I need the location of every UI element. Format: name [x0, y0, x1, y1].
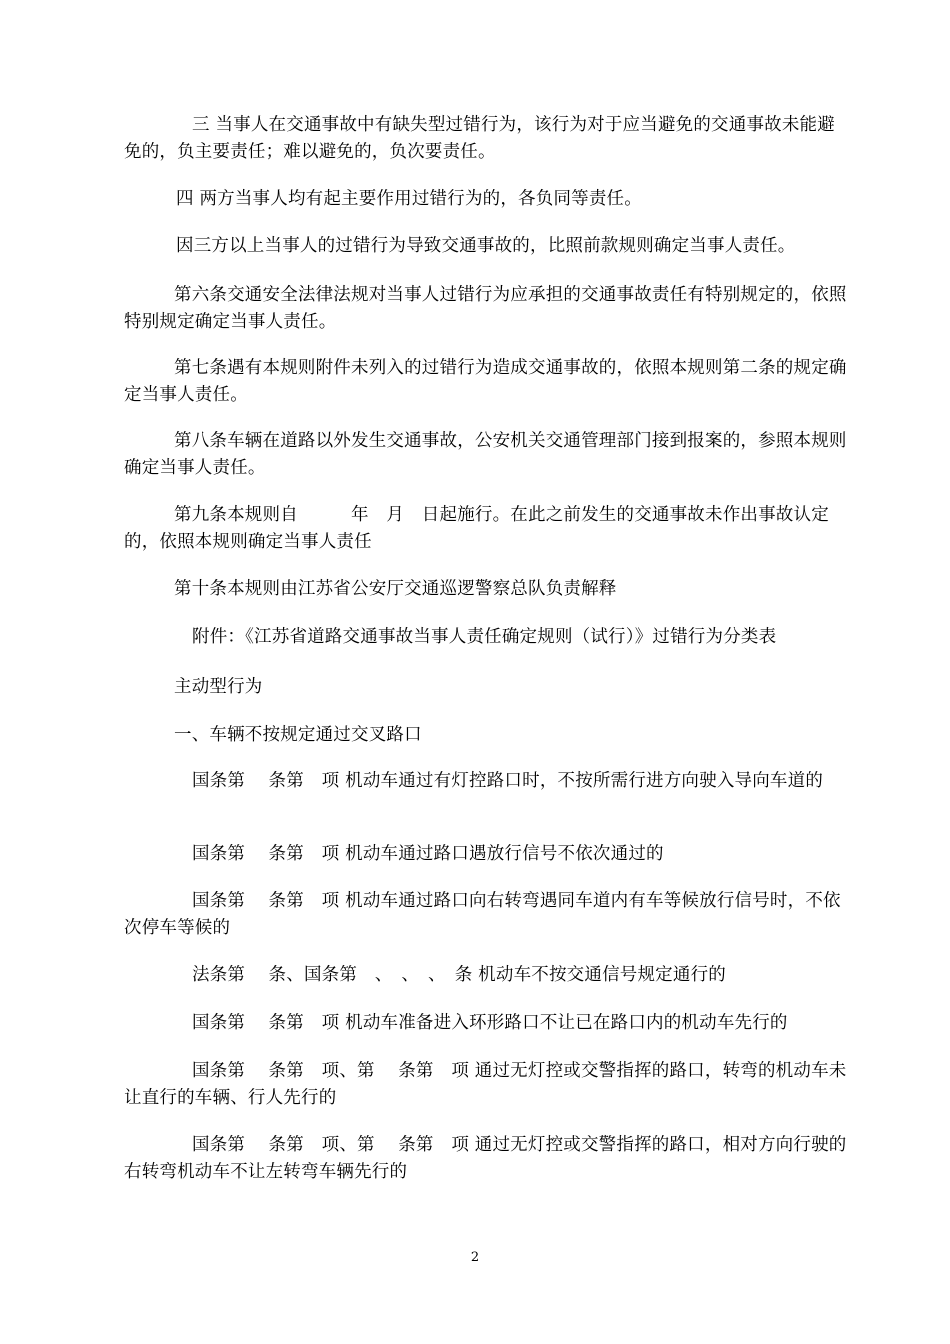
paragraph-item-4: 四 两方当事人均有起主要作用过错行为的，各负同等责任。	[176, 189, 642, 209]
paragraph-article-6: 第六条交通安全法律法规对当事人过错行为应承担的交通事故责任有特别规定的，依照特别规定确定当事人责任。	[124, 285, 847, 332]
paragraph-article-10: 第十条本规则由江苏省公安厅交通巡逻警察总队负责解释	[174, 579, 617, 599]
paragraph-clause-4: 法条第 条、国条第 、 、 、 条 机动车不按交通信号规定通行的	[192, 965, 726, 985]
paragraph-section-1: 一、车辆不按规定通过交叉路口	[174, 725, 422, 745]
paragraph-clause-5: 国条第 条第 项 机动车准备进入环形路口不让已在路口内的机动车先行的	[192, 1013, 788, 1033]
paragraph-clause-3: 国条第 条第 项 机动车通过路口向右转弯遇同车道内有车等候放行信号时，不依次停车等候的	[124, 891, 841, 938]
paragraph-appendix-title: 附件：《江苏省道路交通事故当事人责任确定规则（试行）》过错行为分类表	[192, 627, 777, 647]
paragraph-clause-2: 国条第 条第 项 机动车通过路口遇放行信号不依次通过的	[192, 844, 664, 864]
paragraph-clause-6: 国条第 条第 项、第 条第 项 通过无灯控或交警指挥的路口，转弯的机动车未让直行的车辆、行人先行的	[124, 1061, 847, 1108]
paragraph-article-7: 第七条遇有本规则附件未列入的过错行为造成交通事故的，依照本规则第二条的规定确定当事人责任。	[124, 358, 847, 405]
paragraph-clause-1: 国条第 条第 项 机动车通过有灯控路口时，不按所需行进方向驶入导向车道的	[192, 771, 824, 791]
paragraph-item-3: 三 当事人在交通事故中有缺失型过错行为，该行为对于应当避免的交通事故未能避免的，负主要责任；难以避免的，负次要责任。	[124, 115, 835, 162]
paragraph-cross-party: 因三方以上当事人的过错行为导致交通事故的，比照前款规则确定当事人责任。	[176, 236, 796, 256]
page-number: 2	[470, 1250, 480, 1265]
paragraph-article-9: 第九条本规则自 年 月 日起施行。在此之前发生的交通事故未作出事故认定的，依照本规则确定当事人责任	[124, 505, 829, 552]
paragraph-article-8: 第八条车辆在道路以外发生交通事故，公安机关交通管理部门接到报案的，参照本规则确定当事人责任。	[124, 431, 847, 478]
paragraph-active-behavior: 主动型行为	[174, 677, 263, 697]
paragraph-clause-7: 国条第 条第 项、第 条第 项 通过无灯控或交警指挥的路口，相对方向行驶的右转弯机动车不让左转弯车辆先行的	[124, 1135, 847, 1182]
